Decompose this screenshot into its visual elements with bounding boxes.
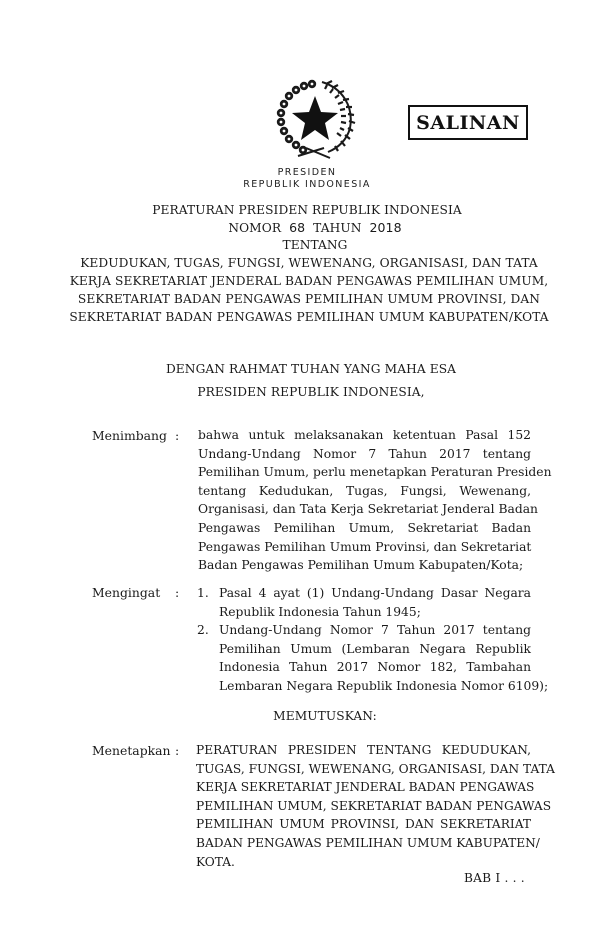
subject-line-2: KERJA SEKRETARIAT JENDERAL BADAN PENGAWAS PEMILIHAN UMUM, (69, 274, 549, 288)
issuer-line-republik: REPUBLIK INDONESIA (243, 179, 371, 190)
item-line: Pasal 4 ayat (1) Undang-Undang Dasar Negara (219, 586, 531, 600)
menetapkan-line: KOTA. (196, 854, 235, 869)
star-wreath-icon (272, 76, 358, 162)
menimbang-body (198, 426, 552, 575)
mengingat-label: Mengingat (92, 585, 161, 600)
presidential-emblem (272, 76, 358, 162)
regulation-title: PERATURAN PRESIDEN REPUBLIK INDONESIA (152, 203, 462, 217)
year-value: 2018 (369, 220, 402, 235)
menetapkan-colon: : (175, 743, 180, 758)
menimbang-line: Pengawas Pemilihan Umum Provinsi, dan Sekretariat (198, 539, 532, 554)
number-value: 68 (289, 220, 306, 235)
menimbang-line: Pengawas Pemilihan Umum, Sekretariat Badan (198, 520, 531, 535)
menimbang-colon: : (175, 428, 180, 443)
menimbang-line: Pemilihan Umum, perlu menetapkan Peraturan Presiden (198, 465, 552, 480)
item-line: Pemilihan Umum (Lembaran Negara Republik (219, 641, 531, 656)
item-line: Republik Indonesia Tahun 1945; (219, 604, 421, 619)
page-continuation: BAB I . . . (464, 871, 525, 885)
menetapkan-line: BADAN PENGAWAS PEMILIHAN UMUM KABUPATEN/ (196, 835, 540, 850)
menetapkan-line: TUGAS, FUNGSI, WEWENANG, ORGANISASI, DAN TATA (196, 761, 555, 776)
menimbang-line: Badan Pengawas Pemilihan Umum Kabupaten/Kota; (198, 558, 524, 573)
menimbang-line: bahwa untuk melaksanakan ketentuan Pasal 152 (198, 428, 531, 442)
menetapkan-line: KERJA SEKRETARIAT JENDERAL BADAN PENGAWAS (196, 780, 535, 795)
salinan-stamp (408, 105, 528, 140)
menimbang-label: Menimbang (92, 428, 167, 443)
issuer-line-presiden: PRESIDEN (277, 167, 337, 178)
tahun-label: TAHUN (313, 221, 362, 235)
item-line: Lembaran Negara Republik Indonesia Nomor 6109); (219, 678, 549, 693)
preamble-line-1: DENGAN RAHMAT TUHAN YANG MAHA ESA (165, 362, 457, 376)
item-line: Undang-Undang Nomor 7 Tahun 2017 tentang (219, 623, 531, 637)
mengingat-colon: : (175, 585, 180, 600)
mengingat-item-1 (197, 584, 531, 622)
menetapkan-label: Menetapkan (92, 743, 171, 758)
menetapkan-line: PEMILIHAN UMUM, SEKRETARIAT BADAN PENGAWAS (196, 798, 552, 813)
menetapkan-body (196, 741, 555, 871)
memutuskan-heading: MEMUTUSKAN: (273, 709, 377, 723)
menetapkan-line: PEMILIHAN UMUM PROVINSI, DAN SEKRETARIAT (196, 817, 531, 832)
item-line: Indonesia Tahun 2017 Nomor 182, Tambahan (219, 660, 531, 675)
subject-line-3: SEKRETARIAT BADAN PENGAWAS PEMILIHAN UMUM PROVINSI, DAN (77, 292, 541, 306)
subject-line-4: SEKRETARIAT BADAN PENGAWAS PEMILIHAN UMUM KABUPATEN/KOTA (69, 310, 549, 324)
mengingat-item-2 (197, 621, 549, 697)
item-number: 2. (197, 623, 209, 637)
subject-line-1: KEDUDUKAN, TUGAS, FUNGSI, WEWENANG, ORGANISASI, DAN TATA (80, 256, 538, 270)
tentang-heading: TENTANG (282, 238, 348, 252)
item-number: 1. (197, 586, 209, 600)
regulation-number (8, 220, 614, 235)
nomor-label: NOMOR (228, 221, 282, 235)
preamble-line-2: PRESIDEN REPUBLIK INDONESIA, (197, 385, 425, 399)
menimbang-line: Organisasi, dan Tata Kerja Sekretariat Jenderal Badan (198, 502, 538, 517)
menimbang-line: tentang Kedudukan, Tugas, Fungsi, Wewenang, (198, 483, 531, 498)
menetapkan-line: PERATURAN PRESIDEN TENTANG KEDUDUKAN, (196, 743, 531, 757)
salinan-label: SALINAN (416, 111, 520, 134)
menimbang-line: Undang-Undang Nomor 7 Tahun 2017 tentang (198, 446, 531, 461)
